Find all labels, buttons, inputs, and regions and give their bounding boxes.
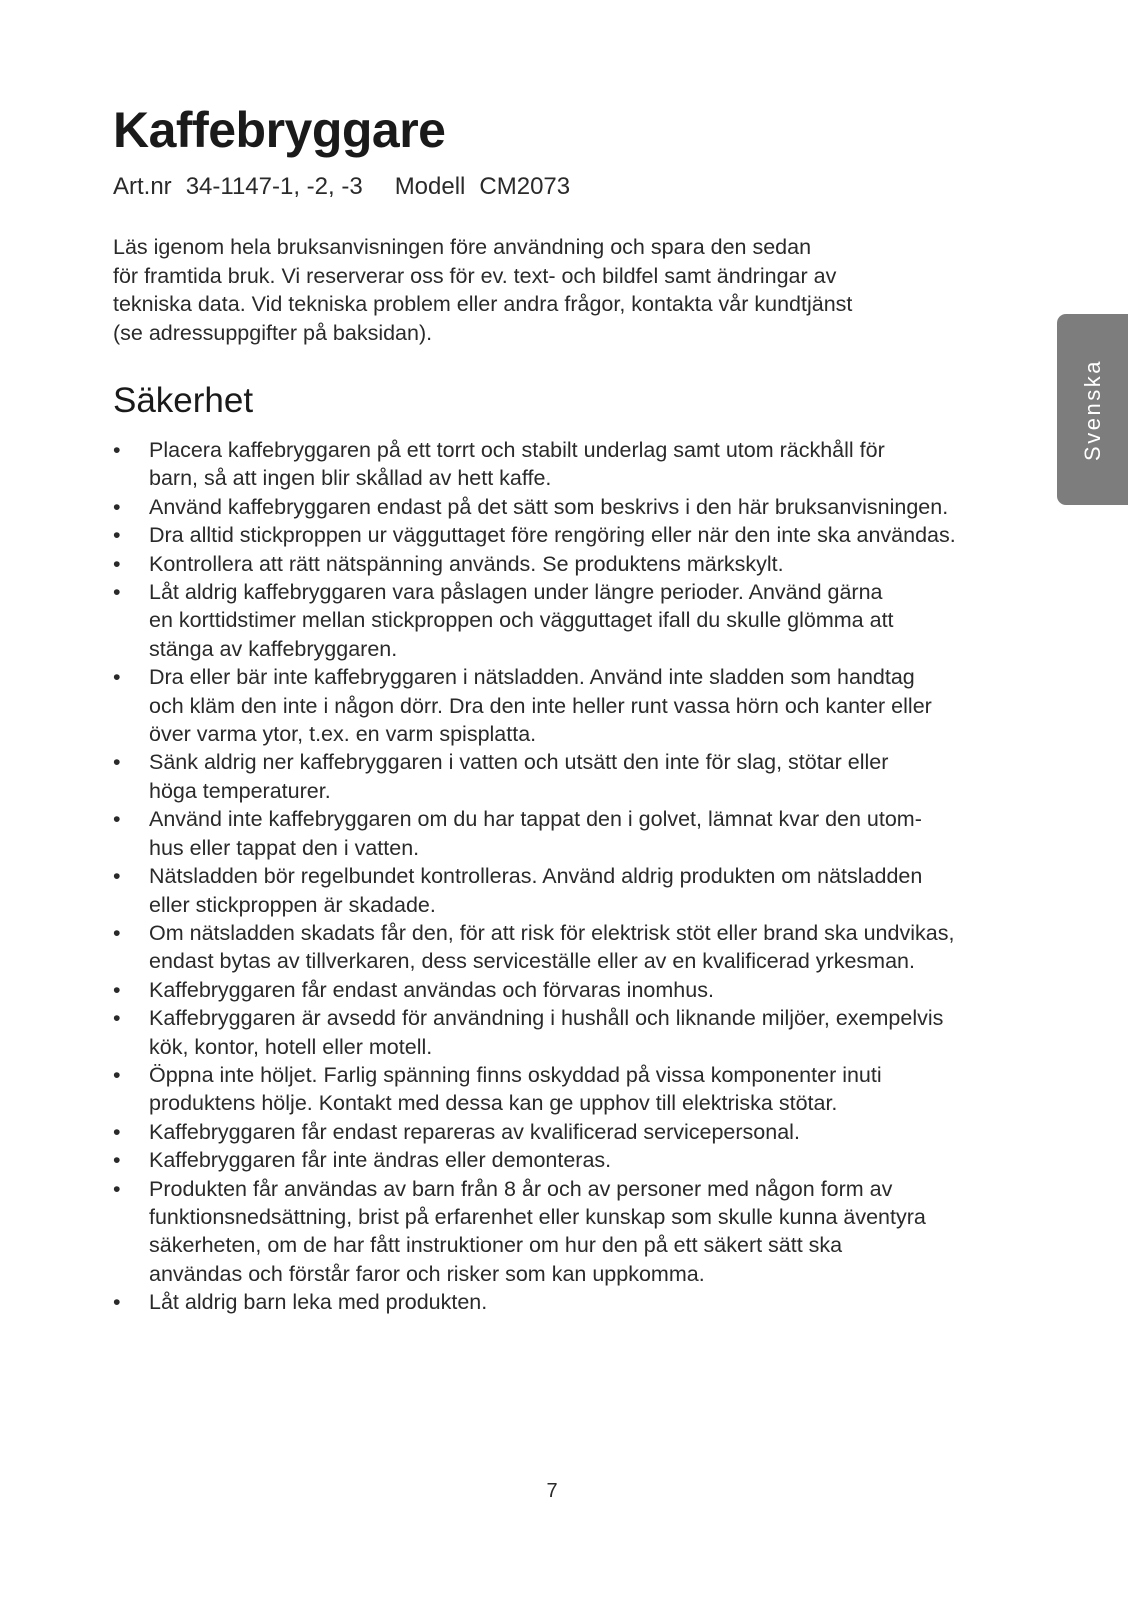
safety-item-line: Produkten får användas av barn från 8 år och av personer med någon form av <box>149 1176 893 1201</box>
safety-item-line: Kaffebryggaren får inte ändras eller demonteras. <box>149 1148 612 1173</box>
bullet-marker: • <box>113 1176 121 1201</box>
bullet-marker: • <box>113 494 121 519</box>
safety-list-item <box>113 578 1013 663</box>
safety-list-item <box>113 663 1013 748</box>
safety-item-line: Kaffebryggaren får endast repareras av kvalificerad servicepersonal. <box>149 1119 800 1144</box>
safety-item-line: över varma ytor, t.ex. en varm spisplatta. <box>149 722 537 747</box>
safety-item-line: Dra eller bär inte kaffebryggaren i nätsladden. Använd inte sladden som handtag <box>149 665 915 690</box>
safety-item-line: Kaffebryggaren är avsedd för användning i hushåll och liknande miljöer, exempelvis <box>149 1006 944 1031</box>
bullet-marker: • <box>113 750 121 775</box>
safety-list-item <box>113 1288 1013 1316</box>
intro-line: (se adressuppgifter på baksidan). <box>113 320 433 345</box>
safety-item-line: och kläm den inte i någon dörr. Dra den inte heller runt vassa hörn och kanter eller <box>149 693 932 718</box>
safety-list-item <box>113 976 1013 1004</box>
bullet-marker: • <box>113 1119 121 1144</box>
product-meta <box>113 172 570 202</box>
bullet-marker: • <box>113 920 121 945</box>
safety-list-item <box>113 805 1013 862</box>
safety-item-line: hus eller tappat den i vatten. <box>149 835 420 860</box>
language-tab <box>1057 314 1128 505</box>
language-tab-label: Svenska <box>1079 358 1105 461</box>
safety-item-line: Låt aldrig barn leka med produkten. <box>149 1290 488 1315</box>
safety-list-item <box>113 493 1013 521</box>
intro-line: för framtida bruk. Vi reserverar oss för ev. text- och bildfel samt ändringar av <box>113 263 837 288</box>
safety-list <box>113 436 1013 1317</box>
safety-list-item <box>113 748 1013 805</box>
safety-item-line: kök, kontor, hotell eller motell. <box>149 1034 433 1059</box>
bullet-marker: • <box>113 665 121 690</box>
safety-heading: Säkerhet <box>113 381 254 420</box>
bullet-marker: • <box>113 1290 121 1315</box>
article-number-label: Art.nr <box>113 173 172 200</box>
safety-list-item <box>113 1146 1013 1174</box>
safety-item-line: en korttidstimer mellan stickproppen och vägguttaget ifall du skulle glömma att <box>149 608 894 633</box>
safety-item-line: Sänk aldrig ner kaffebryggaren i vatten och utsätt den inte för slag, stötar eller <box>149 750 889 775</box>
safety-list-item <box>113 521 1013 549</box>
bullet-marker: • <box>113 580 121 605</box>
safety-item-line: Placera kaffebryggaren på ett torrt och stabilt underlag samt utom räckhåll för <box>149 438 885 462</box>
bullet-marker: • <box>113 438 121 462</box>
safety-item-line: Öppna inte höljet. Farlig spänning finns oskyddad på vissa komponenter inuti <box>149 1062 882 1087</box>
safety-item-line: Använd kaffebryggaren endast på det sätt som beskrivs i den här bruksanvisningen. <box>149 494 949 519</box>
safety-item-line: användas och förstår faror och risker som kan uppkomma. <box>149 1261 705 1286</box>
safety-item-line: höga temperaturer. <box>149 778 331 803</box>
safety-list-item <box>113 1118 1013 1146</box>
safety-list-item <box>113 550 1013 578</box>
bullet-marker: • <box>113 523 121 548</box>
safety-list-item <box>113 1175 1013 1289</box>
safety-item-line: endast bytas av tillverkaren, dess serviceställe eller av en kvalificerad yrkesman. <box>149 949 915 974</box>
safety-list-item <box>113 1004 1013 1061</box>
bullet-marker: • <box>113 1006 121 1031</box>
intro-line: Läs igenom hela bruksanvisningen före användning och spara den sedan <box>113 235 812 259</box>
safety-item-line: Kaffebryggaren får endast användas och förvaras inomhus. <box>149 977 714 1002</box>
page-number: 7 <box>546 1480 558 1502</box>
model-label: Modell <box>394 173 466 200</box>
model-value: CM2073 <box>479 173 571 200</box>
intro-line: tekniska data. Vid tekniska problem eller andra frågor, kontakta vår kundtjänst <box>113 292 853 316</box>
bullet-marker: • <box>113 551 121 576</box>
safety-item-line: säkerheten, om de har fått instruktioner om hur den på ett säkert sätt ska <box>149 1233 843 1258</box>
safety-item-line: stänga av kaffebryggaren. <box>149 636 398 661</box>
safety-list-item <box>113 436 1013 493</box>
article-number-value: 34-1147-1, -2, -3 <box>185 173 363 200</box>
safety-item-line: Dra alltid stickproppen ur vägguttaget före rengöring eller när den inte ska användas. <box>149 523 956 548</box>
bullet-marker: • <box>113 807 121 832</box>
safety-item-line: Nätsladden bör regelbundet kontrolleras. Använd aldrig produkten om nätsladden <box>149 864 923 889</box>
bullet-marker: • <box>113 977 121 1002</box>
safety-list-item <box>113 862 1013 919</box>
safety-item-line: Kontrollera att rätt nätspänning används. Se produktens märkskylt. <box>149 551 784 576</box>
safety-list-item <box>113 919 1013 976</box>
safety-item-line: eller stickproppen är skadade. <box>149 892 436 917</box>
bullet-marker: • <box>113 864 121 889</box>
safety-item-line: Använd inte kaffebryggaren om du har tappat den i golvet, lämnat kvar den utom- <box>149 807 922 832</box>
page-title: Kaffebryggare <box>113 102 446 158</box>
safety-item-line: Om nätsladden skadats får den, för att risk för elektrisk stöt eller brand ska undvikas, <box>149 920 955 945</box>
bullet-marker: • <box>113 1148 121 1173</box>
safety-item-line: produktens hölje. Kontakt med dessa kan ge upphov till elektriska stötar. <box>149 1091 838 1116</box>
safety-item-line: Låt aldrig kaffebryggaren vara påslagen under längre perioder. Använd gärna <box>149 580 883 605</box>
safety-item-line: funktionsnedsättning, brist på erfarenhet eller kunskap som skulle kunna äventyra <box>149 1204 926 1229</box>
safety-item-line: barn, så att ingen blir skållad av hett kaffe. <box>149 466 552 491</box>
safety-list-item <box>113 1061 1013 1118</box>
intro-paragraph <box>113 233 943 347</box>
bullet-marker: • <box>113 1062 121 1087</box>
